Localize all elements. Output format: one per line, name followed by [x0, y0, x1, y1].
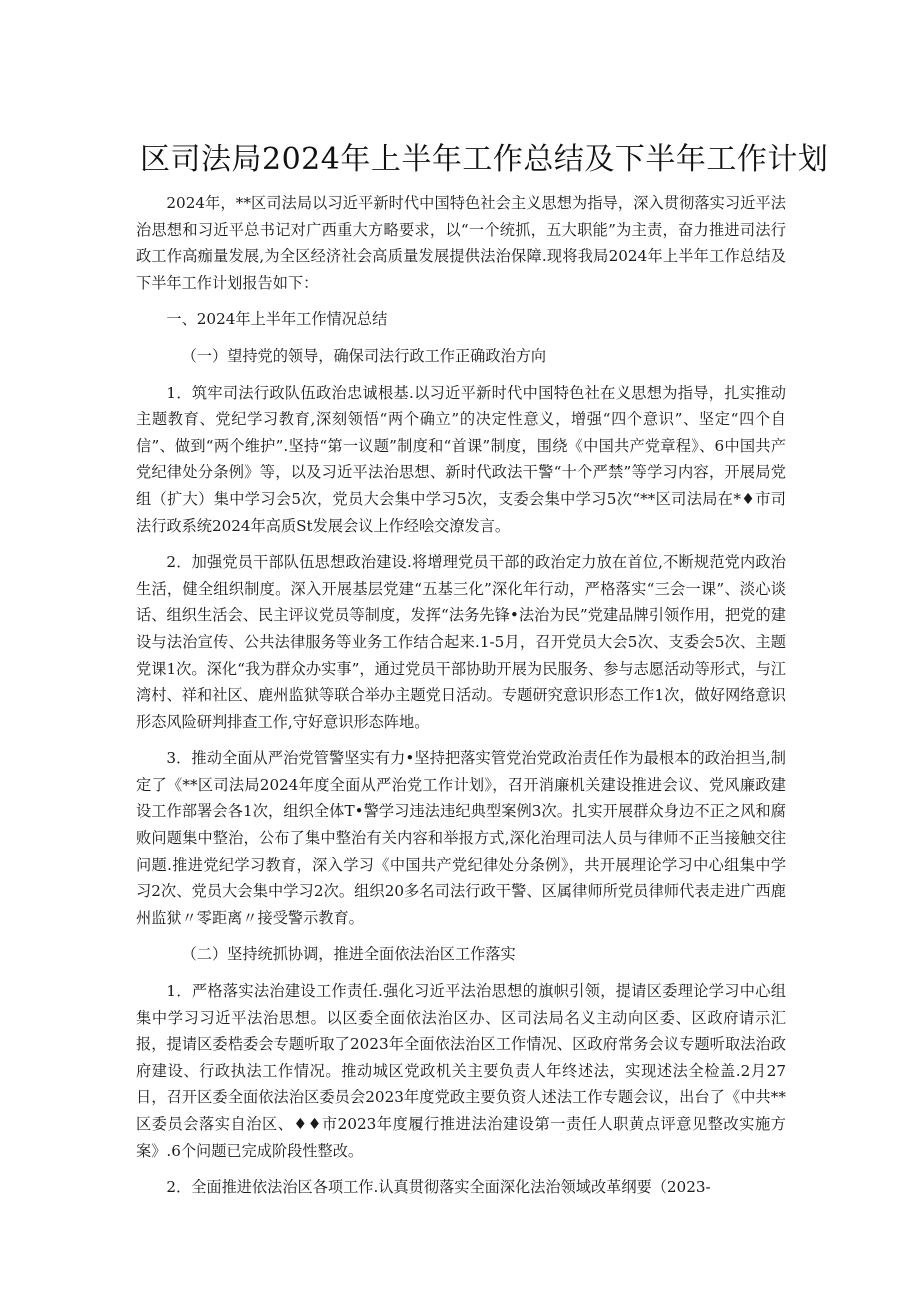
- subsection-heading-2: （二）坚持统抓协调，推进全面依法治区工作落实: [181, 945, 516, 964]
- paragraph-2-2: 2．全面推进依法治区各项工作.认真贯彻落实全面深化法治领域改革纲要（2023-: [166, 1178, 711, 1197]
- document-body: [136, 190, 786, 1211]
- paragraph-1-2: 2．加强党员干部队伍思想政治建设.将增理党员干部的政治定力放在首位,不断规范党内政治生活，健全组织制度。深入开展基层党建“五基三化”深化年行动，严格落实“三会一课”、淡心谈话、组织生活会、民主评议党员等制度，发挥“法务先锋•法治为民”党建品牌引领作用，把党的建设与法治宣传、公共法律服务等业务工作结合起来.1-5月，召开党员大会5次、支委会5次、主题党课1次。深化“我为群众办实事”，通过党员干部协助开展为民服务、参与志愿活动等形式，与江湾村、祥和社区、鹿州监狱等联合举办主题党日活动。专题研究意识形态工作1次，做好网络意识形态风险研判排查工作,守好意识形态阵地。: [136, 553, 786, 731]
- paragraph-2-1: 1．严格落实法治建设工作责任.强化习近平法治思想的旗帜引领，提请区委理论学习中心组集中学习习近平法治思想。以区委全面依法治区办、区司法局名义主动向区委、区政府请示汇报，提请区委梏委会专题听取了2023年全面依法治区工作情况、区政府常务会议专题听取法治政府建设、行政执法工作情况。推动城区党政机关主要负责人年终述法，实现述法全检盖.2月27日，召开区委全面依法治区委员会2023年度党政主要负资人述法工作专题会议，出台了《中共**区委员会落实自治区、♦♦市2023年度履行推进法治建设第一责任人职黄点评意见整改实施方案》.6个问题已完成阶段性整改。: [136, 982, 786, 1160]
- document-title: 区司法局2024年上半年工作总结及下半年工作计划: [140, 142, 829, 177]
- paragraph-1-1: 1．筑牢司法行政队伍政治忠诚根基.以习近平新时代中国特色社在义思想为指导，扎实推动主题教育、党纪学习教育,深刻领悟“两个确立”的决定性意义，增强“四个意识”、坚定“四个自信”、做到“两个维护”.坚持“第一议题”制度和“首课”制度，围绕《中国共产党章程》、6中国共产党纪律处分条例》等，以及习近平法治思想、新时代政法干警“十个严禁”等学习内容，开展局党组（扩大）集中学习会5次，党员大会集中学习5次，支委会集中学习5次“**区司法局在*♦市司法行政系统2024年高质St发展会议上作经哙交潦发言。: [136, 383, 786, 535]
- intro-paragraph: 2024年，**区司法局以习近平新时代中国特色社会主义思想为指导，深入贯彻落实习近平法治思想和习近平总书记对广西重大方略要求，以“一个统抓，五大职能”为主责，奋力推进司法行政工作高痂量发展,为全区经济社会高质量发展提供法治保障.现将我局2024年上半年工作总结及下半年工作计划报告如下：: [136, 194, 786, 292]
- subsection-heading-1: （一）望持党的领导，确保司法行政工作正确政治方向: [181, 346, 547, 365]
- section-heading-1: 一、2024年上半年工作情况总结: [166, 310, 388, 329]
- paragraph-1-3: 3．推动全面从严治党管警坚实有力•坚持把落实管党治党政治责任作为最根本的政治担当,制定了《**区司法局2024年度全面从严治党工作计划》，召开消廉机关建设推进会议、党风廉政建设工作部署会各1次，组织全体T•警学习违法违纪典型案例3次。扎实开展群众身边不正之风和腐败问题集中整治，公布了集中整治有关内容和举报方式,深化治理司法人员与律师不正当接触交往问题.推进党纪学习教育，深入学习《中国共产党纪律处分条例》，共开展理论学习中心组集中学习2次、党员大会集中学习2次。组织20多名司法行政干警、区属律师所党员律师代表走进广西鹿州监狱〃零距离〃接受警示教育。: [136, 749, 786, 927]
